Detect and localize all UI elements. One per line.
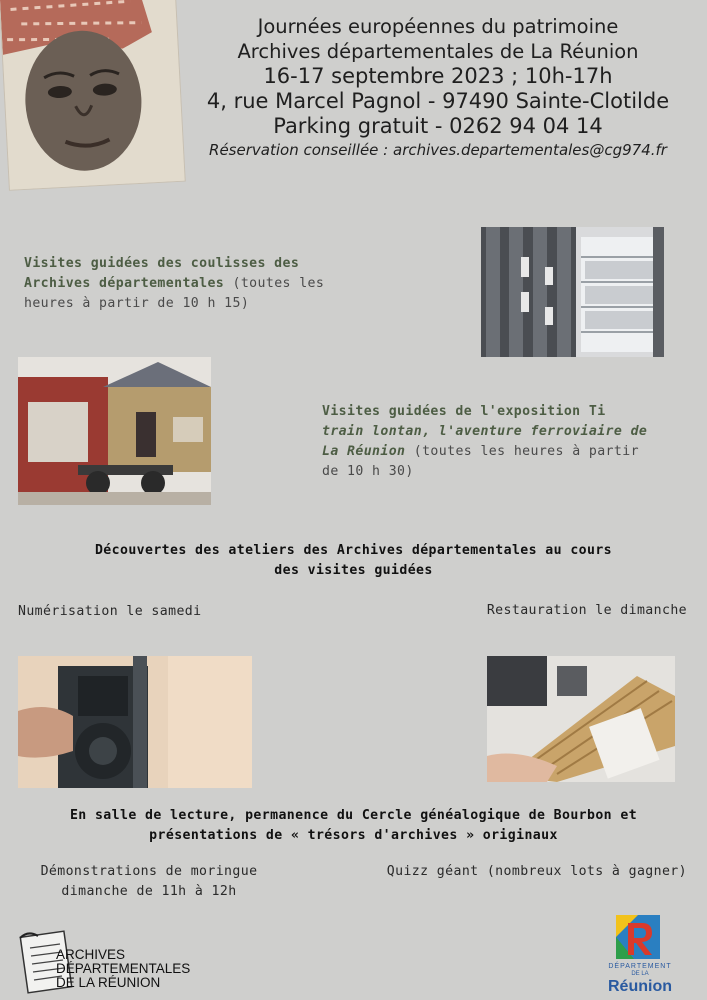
moringue-line-2: dimanche de 11h à 12h xyxy=(61,884,237,899)
backstage-detail-2: heures à partir de 10 h 15) xyxy=(24,296,250,311)
expo-title-3: La Réunion xyxy=(322,444,406,459)
parking-phone: Parking gratuit - 0262 94 04 14 xyxy=(273,114,603,138)
dept-logo-line-2: DE LA xyxy=(631,971,649,977)
moringue-line-1: Démonstrations de moringue xyxy=(40,864,258,879)
archives-logo-line-1: ARCHIVES xyxy=(56,947,126,962)
expo-detail-1: (toutes les heures à partir xyxy=(405,444,639,459)
digitization-label: Numérisation le samedi xyxy=(18,604,202,619)
backstage-detail-1: (toutes les xyxy=(224,276,325,291)
train-exhibition-photo xyxy=(18,357,211,505)
workshops-heading xyxy=(10,541,697,581)
dept-logo-line-3: Réunion xyxy=(608,978,672,995)
expo-title-2: train lontan, l'aventure ferroviaire de xyxy=(322,424,648,439)
restoration-label: Restauration le dimanche xyxy=(486,603,687,618)
quiz-label: Quizz géant (nombreux lots à gagner) xyxy=(386,864,687,879)
event-header xyxy=(178,14,698,161)
reading-room-line-1: En salle de lecture, permanence du Cercle généalogique de Bourbon et xyxy=(69,808,638,823)
archive-shelves-photo xyxy=(481,227,664,357)
expo-title-1: Visites guidées de l'exposition Ti xyxy=(322,404,606,419)
digitization-photo xyxy=(18,656,252,788)
organizer: Archives départementales de La Réunion xyxy=(237,40,639,63)
moringue-block xyxy=(14,862,284,902)
workshops-heading-2: des visites guidées xyxy=(274,563,433,578)
backstage-title-2: Archives départementales xyxy=(24,276,225,291)
event-dates: 16-17 septembre 2023 ; 10h-17h xyxy=(263,64,613,88)
department-logo xyxy=(592,915,688,997)
reading-room-line-2: présentations de « trésors d'archives » originaux xyxy=(149,828,558,843)
reservation-email[interactable]: archives.departementales@cg974.fr xyxy=(393,141,667,159)
archives-logo-line-3: DE LA RÉUNION xyxy=(56,975,161,990)
expo-detail-2: de 10 h 30) xyxy=(322,464,414,479)
department-r-emblem-icon xyxy=(616,915,660,959)
backstage-visit-block xyxy=(24,254,444,314)
reservation-label: Réservation conseillée : xyxy=(209,141,393,159)
event-title: Journées européennes du patrimoine xyxy=(257,15,619,38)
backstage-title-1: Visites guidées des coulisses des xyxy=(24,256,300,271)
exhibition-visit-block xyxy=(322,402,702,482)
archives-logo xyxy=(18,928,228,996)
reading-room-block xyxy=(10,806,697,846)
workshops-heading-1: Découvertes des ateliers des Archives départementales au cours xyxy=(94,543,613,558)
restoration-photo xyxy=(487,656,675,782)
archives-logo-line-2: DÉPARTEMENTALES xyxy=(56,961,191,976)
reservation-line xyxy=(178,139,698,161)
portrait-illustration xyxy=(0,0,185,190)
event-address: 4, rue Marcel Pagnol - 97490 Sainte-Clotilde xyxy=(206,89,670,113)
dept-logo-line-1: DÉPARTEMENT xyxy=(608,963,672,970)
